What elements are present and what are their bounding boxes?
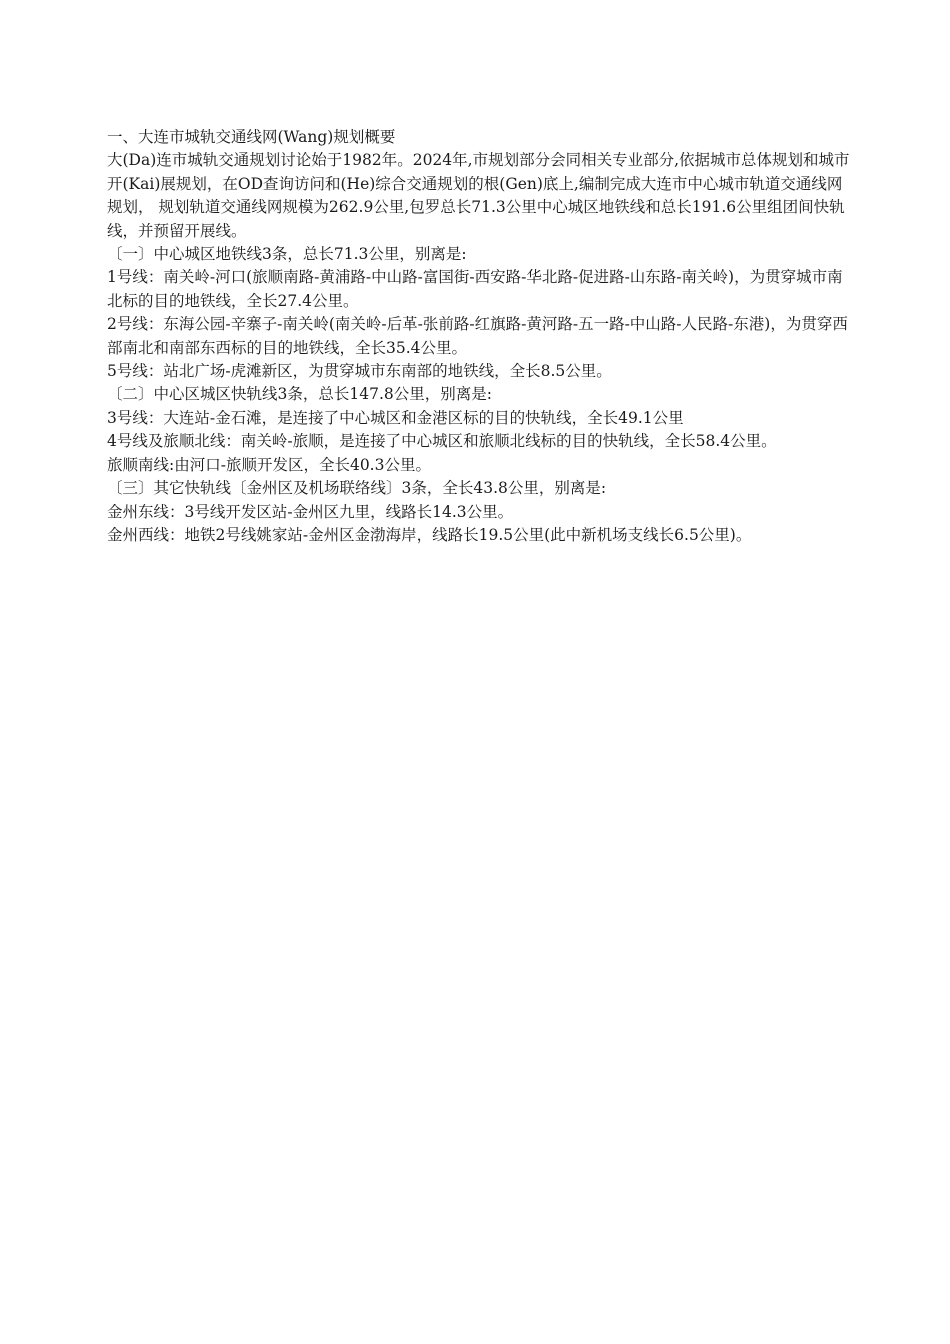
line-2-description: 2号线：东海公园-辛寨子-南关岭(南关岭-后革-张前路-红旗路-黄河路-五一路-中山路-人民路-东港)，为贯穿西部南北和南部东西标的目的地铁线，全长35.4公里。 — [107, 315, 848, 357]
section-3-heading: 〔三〕其它快轨线〔金州区及机场联络线〕3条，全长43.8公里，别离是: — [107, 479, 607, 498]
section-2-heading: 〔二〕中心区城区快轨线3条，总长147.8公里，别离是: — [107, 385, 492, 404]
document-title: 一、大连市城轨交通线网(Wang)规划概要 — [107, 128, 396, 146]
line-1-description: 1号线：南关岭-河口(旅顺南路-黄浦路-中山路-富国街-西安路-华北路-促进路-山东路-南关岭)，为贯穿城市南北标的目的地铁线，全长27.4公里。 — [107, 268, 843, 310]
lushun-south-line-description: 旅顺南线:由河口-旅顺开发区，全长40.3公里。 — [107, 455, 431, 474]
line-3-description: 3号线：大连站-金石滩，是连接了中心城区和金港区标的目的快轨线，全长49.1公里 — [107, 408, 684, 427]
intro-paragraph: 大(Da)连市城轨交通规划讨论始于1982年。2024年,市规划部分会同相关专业部分,依据城市总体规划和城市开(Kai)展规划，在OD查询访问和(He)综合交通规划的根(Gen)底上,编制完成大连市中心城市轨道交通线网规划， 规划轨道交通线网规模为262.9公里,包罗总长71.3公里中心城区地铁线和总长191.6公里组团间快轨线，并预留开展线。 — [107, 151, 850, 240]
jinzhou-west-line-description: 金州西线：地铁2号线姚家站-金州区金渤海岸，线路长19.5公里(此中新机场支线长6.5公里)。 — [107, 525, 752, 544]
line-4-lushun-north-description: 4号线及旅顺北线：南关岭-旅顺，是连接了中心城区和旅顺北线标的目的快轨线，全长58.4公里。 — [107, 432, 777, 451]
document-body — [107, 126, 857, 547]
jinzhou-east-line-description: 金州东线：3号线开发区站-金州区九里，线路长14.3公里。 — [107, 502, 514, 521]
section-1-heading: 〔一〕中心城区地铁线3条，总长71.3公里，别离是: — [107, 245, 467, 264]
line-5-description: 5号线：站北广场-虎滩新区，为贯穿城市东南部的地铁线，全长8.5公里。 — [107, 362, 612, 381]
